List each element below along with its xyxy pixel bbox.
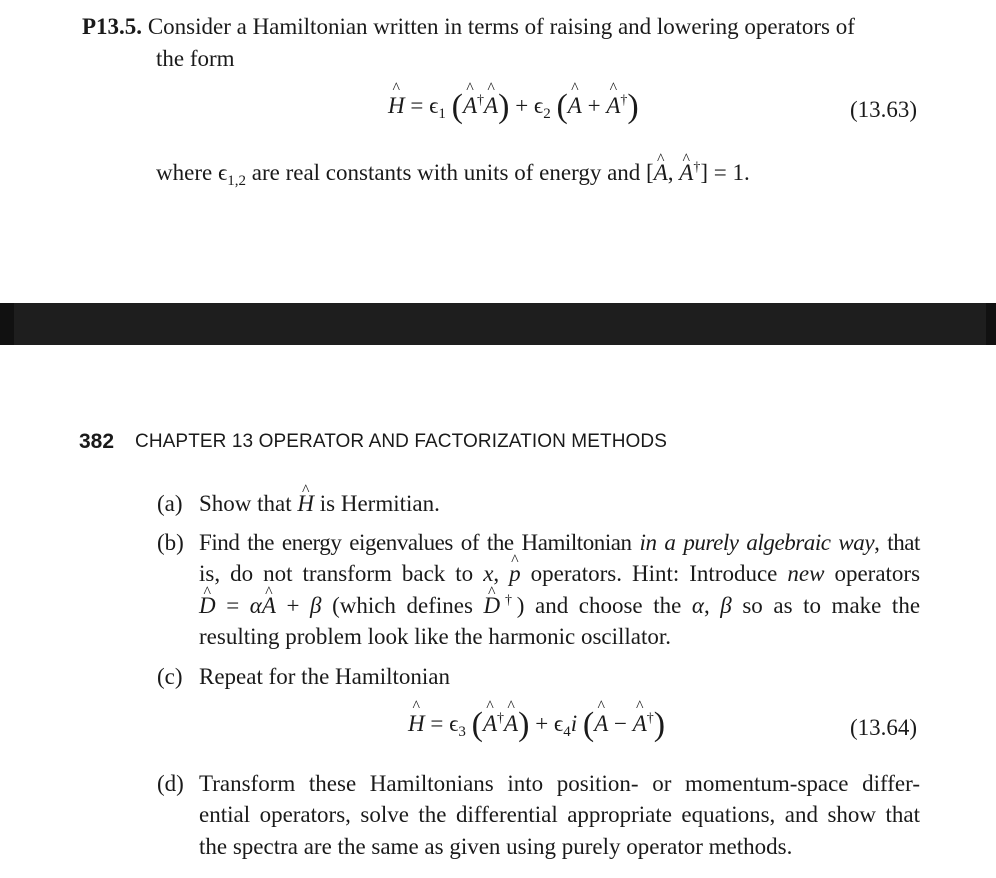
problem-line-1-text: Consider a Hamiltonian written in terms of raising and lowering operators of	[147, 14, 855, 39]
where-line: where $\epsilon_{1,2}$ are real constants with units of energy and [^ A, ^ A†] = 1.	[156, 157, 750, 188]
page-break-band-edge-right	[986, 303, 996, 345]
problem-line-1	[82, 11, 922, 42]
where-prefix: where	[156, 160, 213, 185]
part-b-line-2-pre: is, do not transform back to	[199, 561, 474, 586]
part-b-line-1	[199, 527, 920, 558]
part-b-line-2-emphasis: new	[787, 561, 825, 586]
page-number: 382	[79, 430, 115, 453]
part-b-line-3: ^ D = α^ A + β (which defines ^ D†) and choose the α, β so as to make the	[199, 590, 920, 621]
where-end: = 1.	[713, 160, 750, 185]
part-a-text-pre: Show that	[199, 491, 292, 516]
part-b-line-2-post: operators	[834, 561, 921, 586]
part-a-text: Show that ^ H is Hermitian.	[199, 488, 440, 519]
equation-13-64: ^ $H = \epsilon_3$ (^ A†^ $A) + \epsilon_4i$ (^ A − ^ A†)	[408, 706, 665, 744]
equation-13-63: ^ $H = \epsilon_1$ (^ A†^ $A) + \epsilon_2$ (^ A + ^ A†)	[388, 88, 639, 126]
part-b-line-3-mid2: ) and choose the	[516, 593, 682, 618]
part-b-label: (b)	[157, 530, 184, 555]
part-b-line-1-post: , that	[874, 530, 920, 555]
chapter-title: CHAPTER 13 OPERATOR AND FACTORIZATION METHODS	[135, 431, 668, 452]
part-d-line-1: Transform these Hamiltonians into position- or momentum-space differ-	[199, 771, 920, 796]
part-d-line-3: the spectra are the same as given using purely operator methods.	[199, 834, 793, 859]
page-break-band-edge-left	[0, 303, 14, 345]
part-b-line-1-emphasis: in a purely algebraic way	[639, 530, 875, 555]
where-mid: are real constants with units of energy and	[251, 160, 641, 185]
part-a-label: (a)	[157, 491, 183, 516]
part-d-label: (d)	[157, 771, 184, 796]
page-break-band	[0, 303, 996, 345]
problem-number: P13.5.	[82, 14, 143, 39]
part-b-line-3-mid: (which defines	[332, 593, 473, 618]
part-b-line-3-post: so as to make the	[742, 593, 921, 618]
equation-number-13-63: (13.63)	[850, 97, 918, 122]
equation-number-13-64: (13.64)	[850, 715, 918, 740]
part-d-line-2: ential operators, solve the differential appropriate equations, and show that	[199, 802, 920, 827]
part-b-line-1-pre: Find the energy eigenvalues of the Hamiltonian	[199, 530, 632, 555]
part-b-line-2-mid: operators. Hint: Introduce	[530, 561, 778, 586]
part-c-label: (c)	[157, 664, 183, 689]
problem-line-2: the form	[156, 46, 235, 71]
part-c-text: Repeat for the Hamiltonian	[199, 664, 451, 689]
part-b-line-2: is, do not transform back to x, ^ p operators. Hint: Introduce new operators	[199, 558, 920, 589]
part-a-text-post: is Hermitian.	[319, 491, 440, 516]
part-b-line-4: resulting problem look like the harmonic oscillator.	[199, 624, 672, 649]
